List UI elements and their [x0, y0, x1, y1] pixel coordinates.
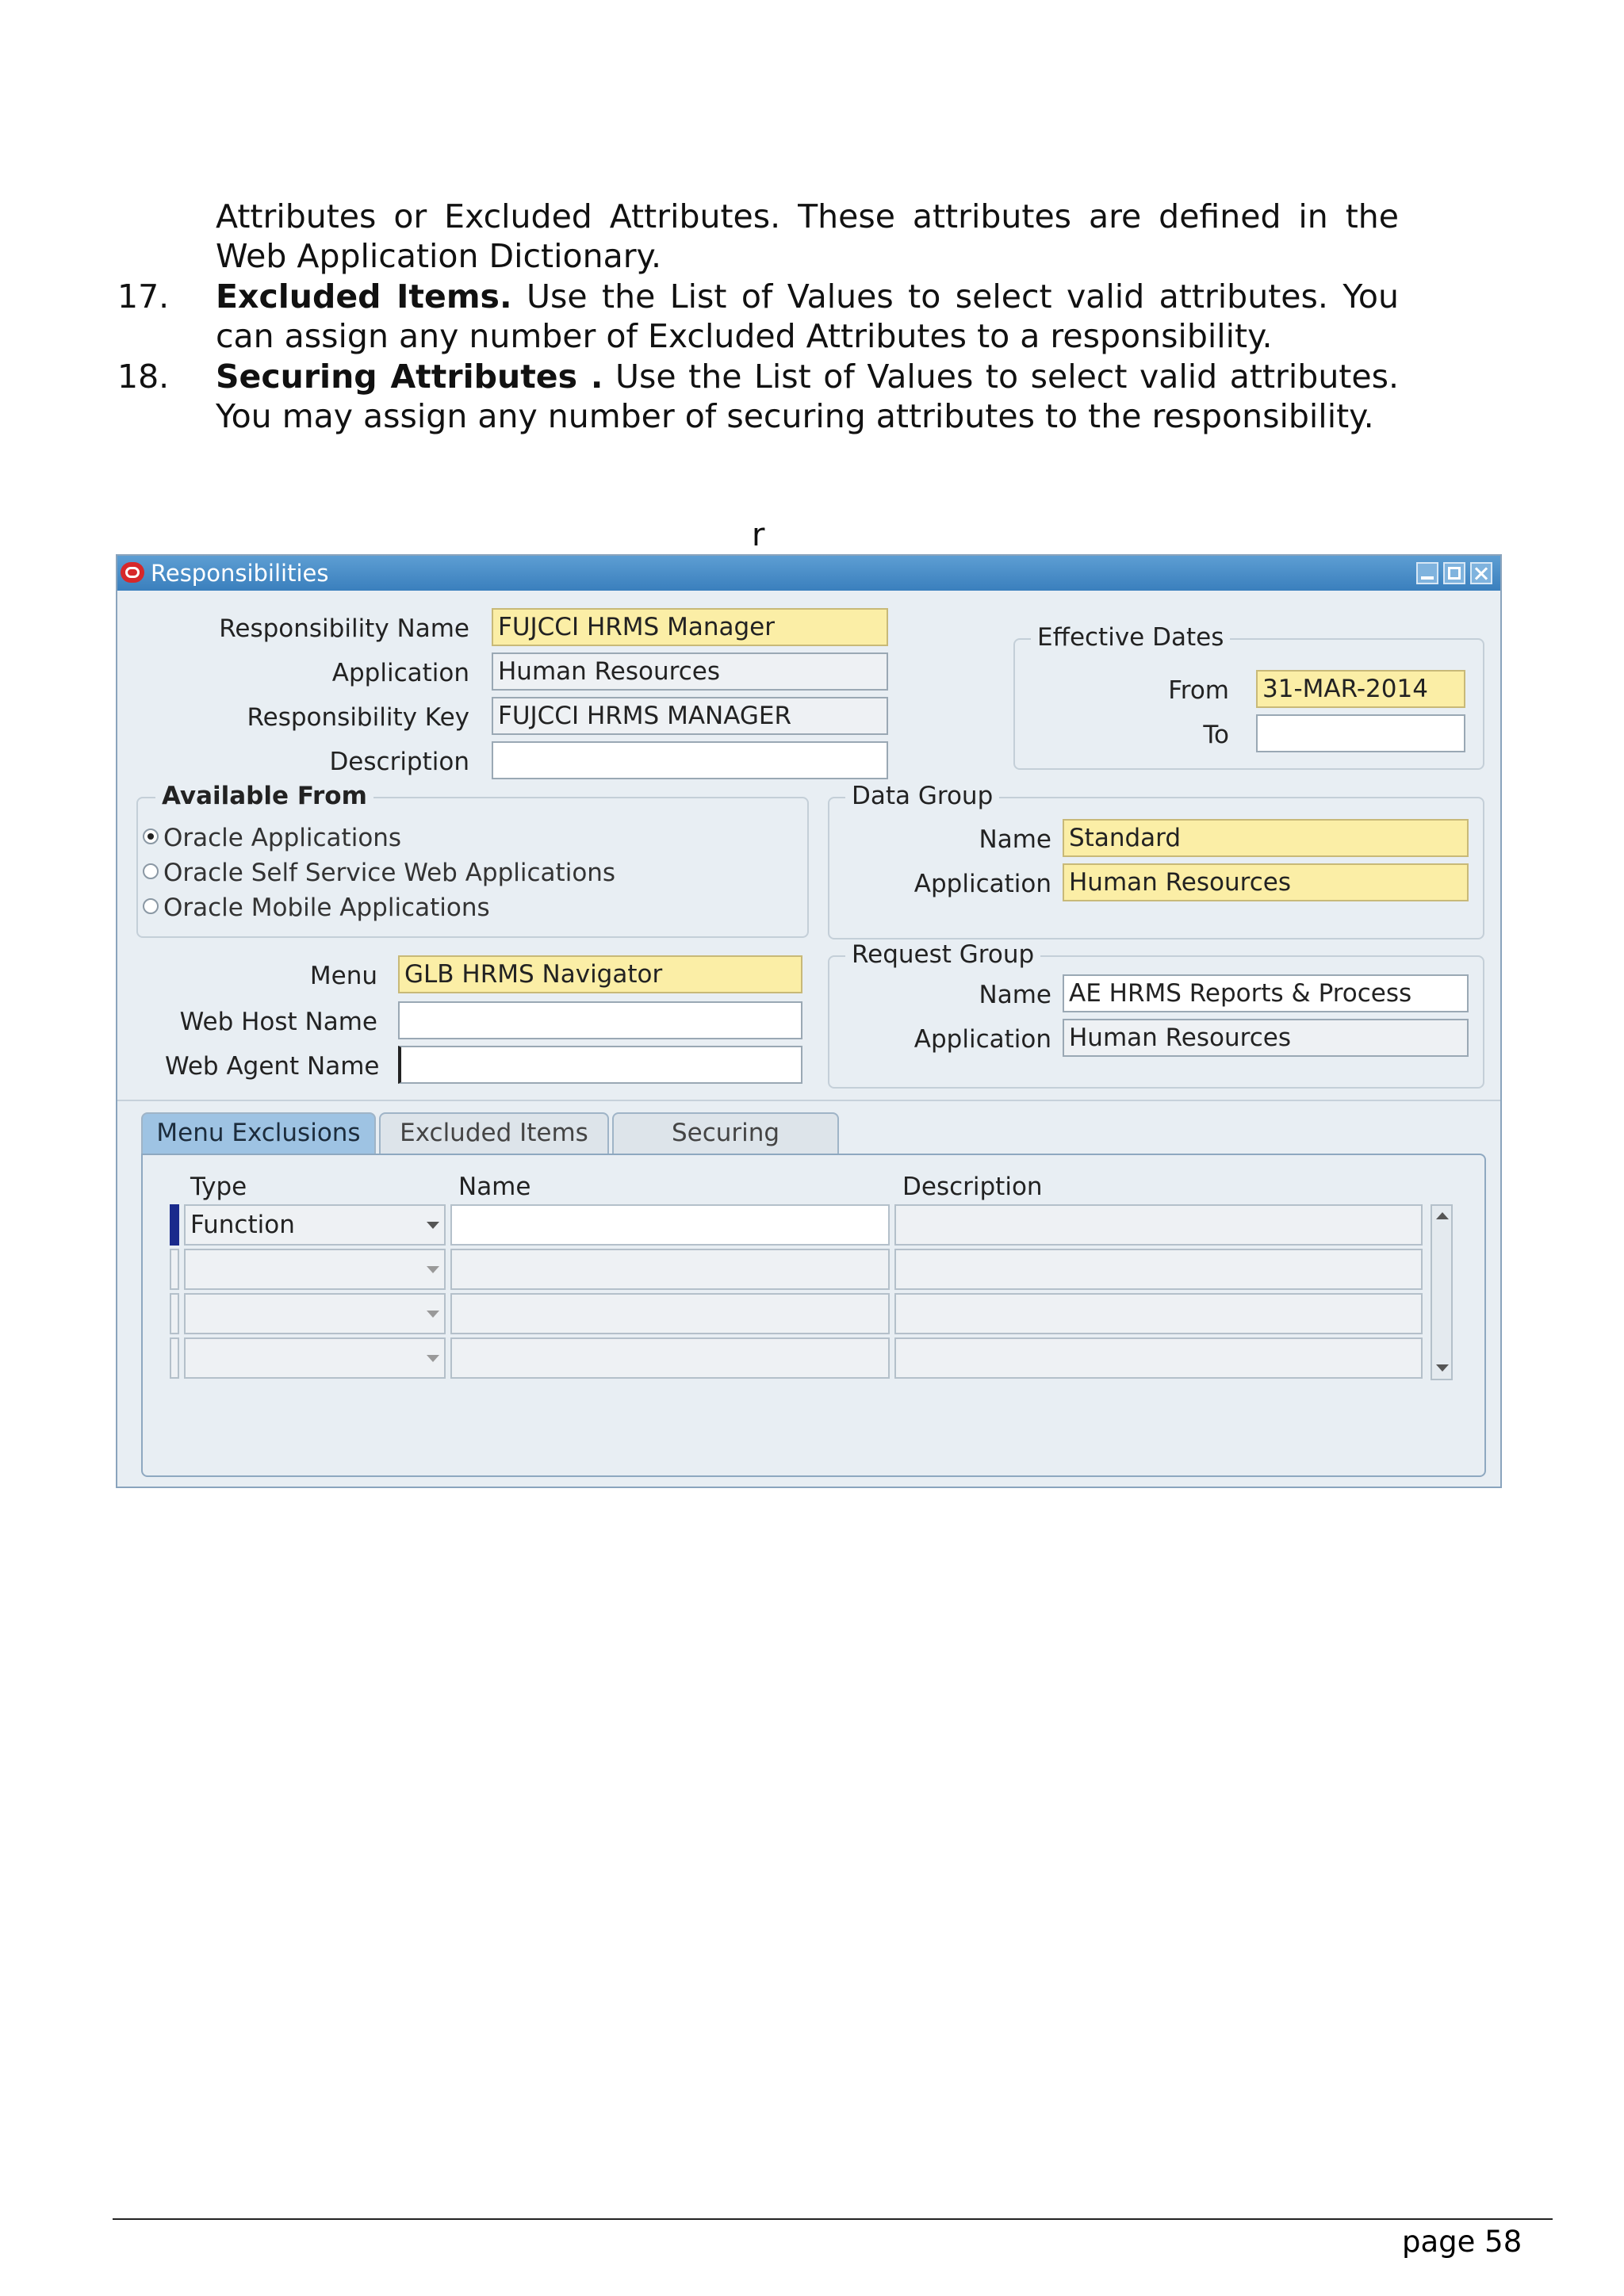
web-agent-name-label: Web Agent Name: [165, 1052, 380, 1081]
radio-self-service[interactable]: Oracle Self Service Web Applications: [143, 859, 615, 887]
description-field[interactable]: [492, 741, 888, 779]
column-header-description: Description: [902, 1173, 1043, 1201]
tab-excluded-items[interactable]: Excluded Items: [379, 1112, 609, 1154]
paragraph-line: Web Application Dictionary.: [216, 237, 662, 275]
type-dropdown[interactable]: [184, 1249, 446, 1290]
item-number: 17.: [117, 277, 170, 316]
page-number: page 58: [1402, 2225, 1522, 2259]
request-group-application-label: Application: [914, 1025, 1051, 1054]
request-group-title: Request Group: [845, 941, 1040, 968]
available-from-title: Available From: [155, 783, 373, 809]
application-label: Application: [331, 659, 469, 687]
effective-dates-title: Effective Dates: [1031, 624, 1230, 651]
web-host-name-field[interactable]: [398, 1001, 802, 1039]
data-group-name-label: Name: [979, 825, 1051, 854]
current-row-indicator[interactable]: [170, 1204, 179, 1246]
data-group-group: [828, 782, 1484, 939]
description-cell[interactable]: [894, 1337, 1423, 1379]
item-number: 18.: [117, 358, 170, 396]
effective-from-field[interactable]: 31-MAR-2014: [1256, 670, 1465, 708]
radio-mobile[interactable]: Oracle Mobile Applications: [143, 894, 490, 922]
data-group-application-label: Application: [914, 870, 1051, 898]
name-cell[interactable]: [450, 1293, 890, 1334]
responsibility-key-field[interactable]: FUJCCI HRMS MANAGER: [492, 697, 888, 735]
item-17-text: Use the List of Values to select valid attributes. You: [526, 277, 1399, 316]
row-indicator[interactable]: [170, 1337, 179, 1379]
tab-securing-attributes[interactable]: Securing: [612, 1112, 839, 1154]
name-cell[interactable]: [450, 1249, 890, 1290]
radio-icon[interactable]: [143, 863, 159, 879]
window-title-bar[interactable]: [117, 556, 1500, 591]
name-cell[interactable]: [450, 1337, 890, 1379]
responsibilities-window: [116, 554, 1502, 1488]
minimize-icon[interactable]: [1416, 562, 1438, 584]
table-scrollbar[interactable]: [1431, 1204, 1453, 1380]
item-18-line: [216, 357, 1399, 396]
data-group-title: Data Group: [845, 783, 999, 809]
menu-label: Menu: [309, 962, 377, 990]
description-label: Description: [329, 748, 469, 776]
document-body: [0, 0, 1624, 555]
stray-character: r: [752, 517, 765, 553]
available-from-group: [136, 782, 809, 938]
scroll-up-icon[interactable]: [1436, 1212, 1449, 1219]
paragraph-line: Attributes or Excluded Attributes. These attributes are defined in the: [216, 197, 1399, 235]
from-label: From: [1168, 676, 1229, 705]
data-group-name-field[interactable]: Standard: [1063, 819, 1469, 857]
web-host-name-label: Web Host Name: [179, 1008, 377, 1036]
close-icon[interactable]: [1470, 562, 1492, 584]
responsibility-name-label: Responsibility Name: [219, 614, 469, 643]
radio-oracle-applications[interactable]: Oracle Applications: [143, 824, 401, 852]
data-group-application-field[interactable]: Human Resources: [1063, 863, 1469, 901]
chevron-down-icon[interactable]: [427, 1266, 439, 1273]
scroll-down-icon[interactable]: [1436, 1364, 1449, 1372]
description-cell[interactable]: [894, 1249, 1423, 1290]
type-dropdown[interactable]: [184, 1337, 446, 1379]
menu-exclusions-panel: [141, 1154, 1486, 1477]
row-indicator[interactable]: [170, 1293, 179, 1334]
item-17-line: [216, 277, 1399, 316]
type-dropdown[interactable]: Function: [184, 1204, 446, 1246]
effective-to-field[interactable]: [1256, 714, 1465, 752]
row-indicator[interactable]: [170, 1249, 179, 1290]
item-17-term: Excluded Items.: [216, 277, 512, 316]
responsibility-key-label: Responsibility Key: [247, 703, 469, 732]
radio-icon[interactable]: [143, 898, 159, 914]
request-group-group: [828, 940, 1484, 1089]
responsibility-name-field[interactable]: FUJCCI HRMS Manager: [492, 608, 888, 646]
request-group-name-label: Name: [979, 981, 1051, 1009]
item-18-term: Securing Attributes .: [216, 358, 603, 396]
type-dropdown[interactable]: [184, 1293, 446, 1334]
name-cell[interactable]: [450, 1204, 890, 1246]
description-cell[interactable]: [894, 1293, 1423, 1334]
oracle-logo-icon: [121, 562, 144, 583]
tab-menu-exclusions[interactable]: Menu Exclusions: [141, 1112, 376, 1154]
chevron-down-icon[interactable]: [427, 1222, 439, 1229]
item-18-line2: You may assign any number of securing attributes to the responsibility.: [216, 397, 1374, 435]
item-18-text: Use the List of Values to select valid attributes.: [615, 358, 1399, 396]
column-header-name: Name: [458, 1173, 531, 1201]
application-field[interactable]: Human Resources: [492, 652, 888, 691]
description-cell[interactable]: [894, 1204, 1423, 1246]
radio-selected-icon[interactable]: [143, 828, 159, 844]
to-label: To: [1203, 721, 1229, 749]
footer-rule: [113, 2218, 1553, 2220]
item-17-line2: can assign any number of Excluded Attributes to a responsibility.: [216, 317, 1273, 355]
web-agent-name-field[interactable]: [398, 1046, 802, 1084]
column-header-type: Type: [190, 1173, 247, 1201]
request-group-name-field[interactable]: AE HRMS Reports & Process: [1063, 974, 1469, 1012]
chevron-down-icon[interactable]: [427, 1311, 439, 1318]
menu-field[interactable]: GLB HRMS Navigator: [398, 955, 802, 993]
maximize-icon[interactable]: [1443, 562, 1465, 584]
effective-dates-group: [1013, 623, 1484, 770]
request-group-application-field[interactable]: Human Resources: [1063, 1019, 1469, 1057]
chevron-down-icon[interactable]: [427, 1355, 439, 1362]
section-divider: [117, 1100, 1500, 1101]
window-title: Responsibilities: [151, 560, 329, 587]
